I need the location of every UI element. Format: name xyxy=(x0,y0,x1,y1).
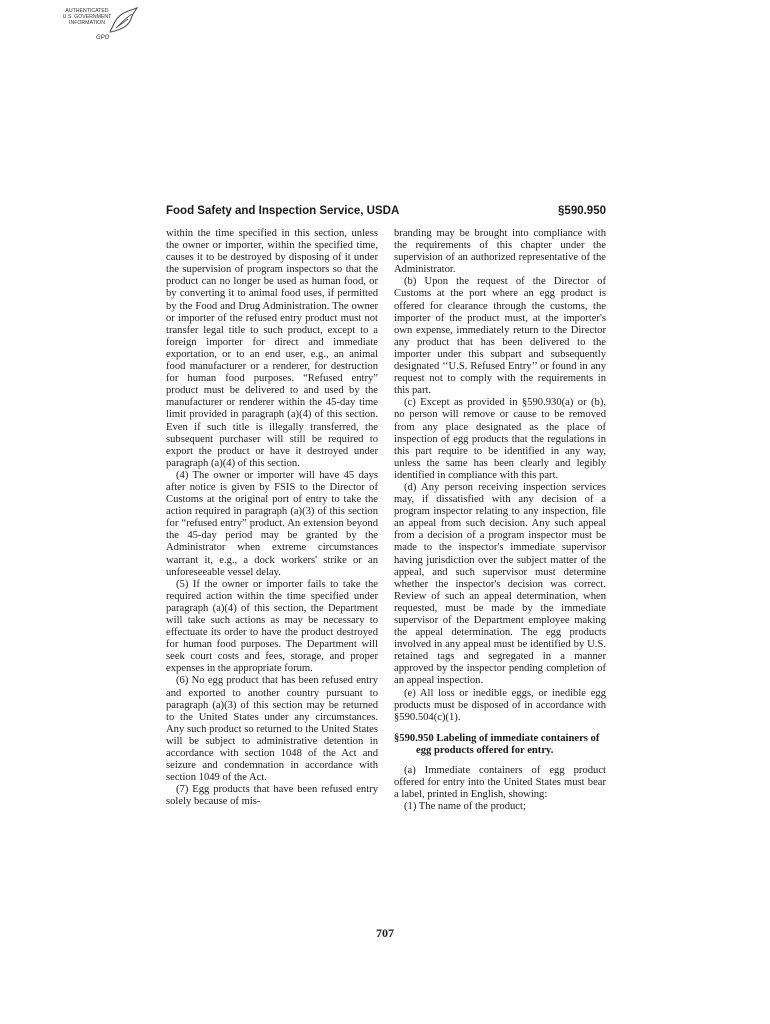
paragraph: (e) All loss or inedible eggs, or inedible egg products must be disposed of in accordance with §590.504(c)(1). xyxy=(394,687,606,723)
cfr-page xyxy=(166,204,606,813)
section-heading: §590.950 Labeling of immediate containers of egg products offered for entry. xyxy=(394,732,600,756)
paragraph: (b) Upon the request of the Director of Customs at the port where an egg product is offered for clearance through the customs, the importer of the product must, at the importer's own expense, immediately return to the Director any product that has been delivered to the importer under this subpart and subsequently designated ‘‘U.S. Refused Entry’’ or found in any request not to comply with the requirements in this part. xyxy=(394,276,606,397)
paragraph: (5) If the owner or importer fails to take the required action within the time specified under paragraph (a)(4) of this section, the Department will take such actions as may be necessary to effectuate its order to have the product destroyed for human food purposes. The Department will seek court costs and fees, storage, and proper expenses in the appropriate forum. xyxy=(166,578,378,675)
seal-line: INFORMATION xyxy=(69,20,105,27)
paragraph: (4) The owner or importer will have 45 days after notice is given by FSIS to the Director of Customs at the original port of entry to take the action required in paragraph (a)(3) of this section for “refused entry” product. An extension beyond the 45-day period may be granted by the Administrator when extreme circumstances warrant it, e.g., a dock workers' strike or an unforeseeable vessel delay. xyxy=(166,469,378,578)
paragraph: (1) The name of the product; xyxy=(404,801,526,813)
paragraph: (7) Egg products that have been refused entry solely because of mis- xyxy=(166,784,378,808)
paragraph: (a) Immediate containers of egg product offered for entry into the United States must bear a label, printed in English, showing: xyxy=(394,764,606,801)
left-column xyxy=(166,228,378,813)
paragraph: (c) Except as provided in §590.930(a) or (b), no person will remove or cause to be removed from any place designated as the place of inspection of egg products that the regulations in this part require to be identified in any way, unless the same has been clearly and legibly identified in compliance with this part. xyxy=(394,397,606,481)
paragraph: within the time specified in this section, unless the owner or importer, within the specified time, causes it to be destroyed by disposing of it under the supervision of program inspectors so that the product can no longer be used as human food, or by converting it to animal food uses, if permitted by the Food and Drug Administration. The owner or importer of the refused entry product must not transfer legal title to such product, except to a foreign importer for direct and immediate exportation, or to an end user, e.g., an animal food manufacturer or a renderer, for destruction for human food purposes. “Refused entry” product must be delivered to and used by the manufacturer or renderer within the 45-day time limit provided in paragraph (a)(4) of this section. Even if such title is illegally transferred, the subsequent purchaser will still be required to export the product or have it destroyed under paragraph (a)(4) of this section. xyxy=(166,228,378,469)
text-columns xyxy=(166,228,606,813)
paragraph: (6) No egg product that has been refused entry and exported to another country pursuant to paragraph (a)(3) of this section may be returned to the United States under any circumstances. Any such product so returned to the United States will be subject to administrative detention in accordance with section 1048 of the Act and seizure and condemnation in accordance with section 1049 of the Act. xyxy=(166,675,378,784)
agency-header: Food Safety and Inspection Service, USDA xyxy=(166,205,400,217)
section-header: §590.950 xyxy=(558,205,606,217)
page-number: 707 xyxy=(376,926,394,940)
seal-gpo-mark: GPO xyxy=(96,35,110,41)
gpo-authentication-seal xyxy=(58,6,142,48)
eagle-icon xyxy=(106,6,140,38)
paragraph: (d) Any person receiving inspection services may, if dissatisfied with any decision of a program inspector relating to any inspection, file an appeal from such decision. Any such appeal from a decision of a program inspector must be made to the inspector's immediate supervisor having jurisdiction over the subject matter of the appeal, and such supervisor must determine whether the inspector's decision was correct. Review of such an appeal determination, when requested, must be made by the immediate supervisor of the Department employee making the appeal determination. The egg products involved in any appeal must be identified by U.S. retained tags and segregated in a manner approved by the inspector pending completion of an appeal inspection. xyxy=(394,481,606,687)
running-head xyxy=(166,204,606,222)
paragraph: branding may be brought into compliance with the requirements of this chapter under the supervision of an authorized representative of the Administrator. xyxy=(394,228,606,276)
right-column xyxy=(394,228,606,813)
seal-line: U.S. GOVERNMENT xyxy=(62,14,112,21)
seal-line: AUTHENTICATED xyxy=(65,8,109,14)
